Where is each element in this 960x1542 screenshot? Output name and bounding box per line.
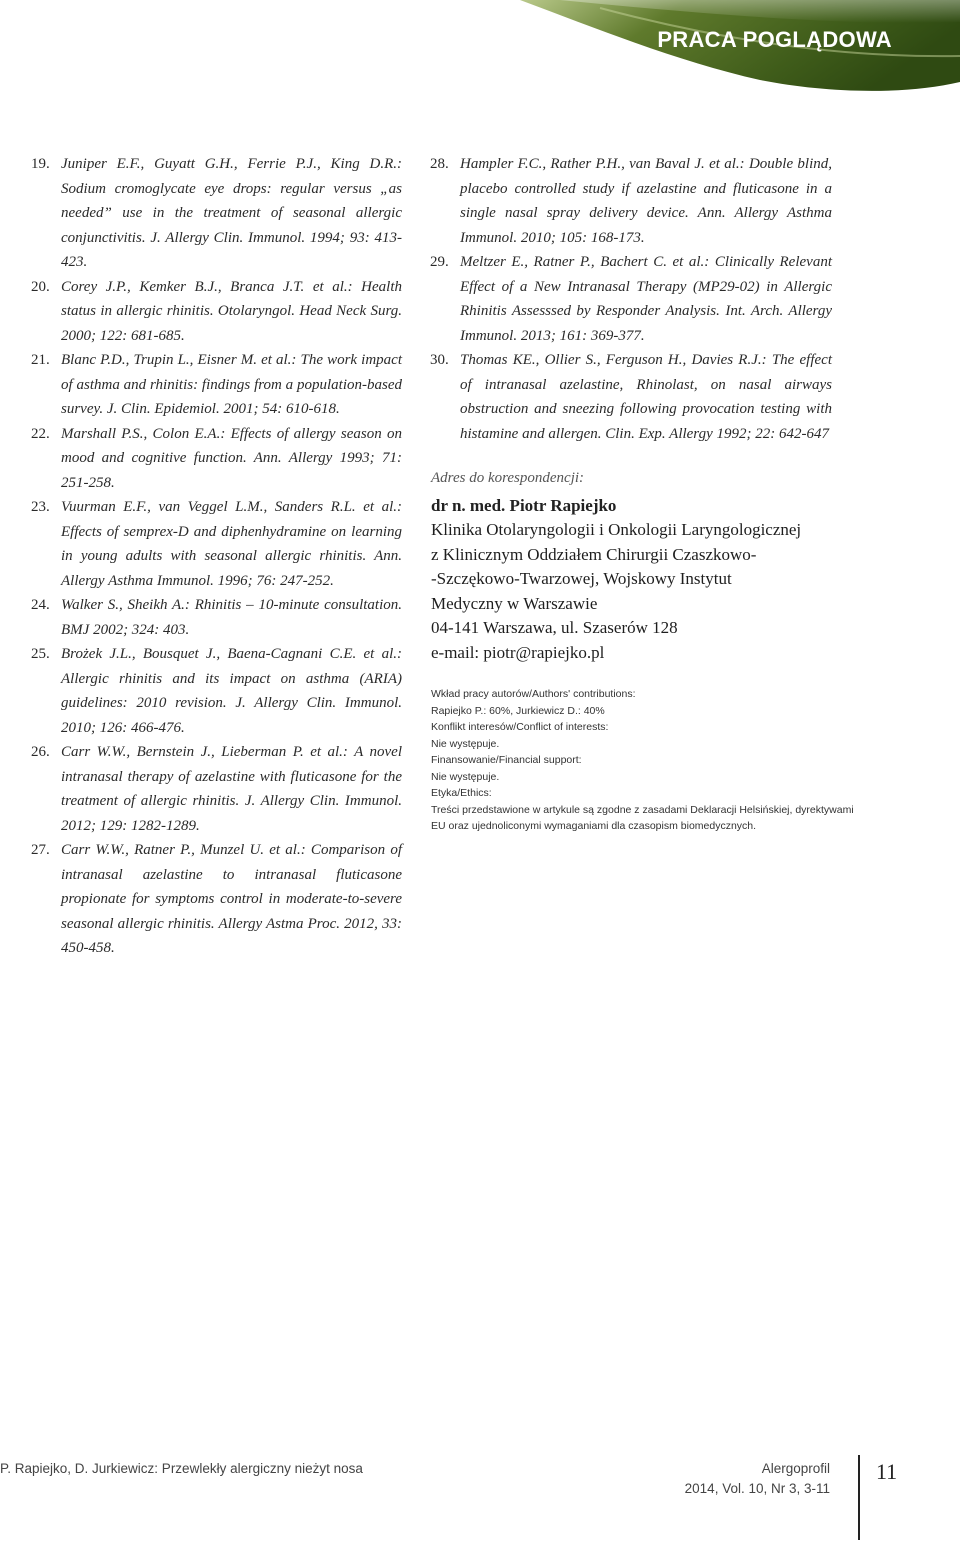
ethics-value: EU oraz ujednoliconymi wymaganiami dla czasopism biomedycznych. bbox=[431, 820, 757, 832]
correspondence-name: dr n. med. Piotr Rapiejko bbox=[431, 496, 617, 515]
reference-text: Thomas KE., Ollier S., Ferguson H., Davies R.J.: The effect of intranasal azelastine, Rhinolast, on nasal airways obstruction and sneezing following provocation testing with histamine and allergen. Clin. Exp. Allergy 1992; 22: 642-647 bbox=[460, 352, 832, 442]
reference-number: 19. bbox=[31, 156, 50, 172]
reference-number: 22. bbox=[31, 425, 50, 442]
conflict-heading: Konflikt interesów/Conflict of interests: bbox=[431, 721, 609, 733]
reference-text: Marshall P.S., Colon E.A.: Effects of allergy season on mood and cognitive function. Ann. Allergy 1993; 71: 251-258. bbox=[61, 425, 402, 491]
reference-number: 20. bbox=[31, 278, 50, 295]
section-banner bbox=[0, 0, 960, 120]
reference-item bbox=[31, 838, 402, 961]
section-title: PRACA POGLĄDOWA bbox=[657, 27, 892, 52]
reference-item bbox=[430, 152, 832, 250]
reference-text: Hampler F.C., Rather P.H., van Baval J. et al.: Double blind, placebo controlled study if azelastine and fluticasone in a single nasal spray delivery device. Ann. Allergy Asthma Immunol. 2010; 105: 168-173. bbox=[460, 156, 832, 246]
address-line: -Szczękowo-Twarzowej, Wojskowy Instytut bbox=[431, 569, 732, 588]
address-line: Klinika Otolaryngologii i Onkologii Laryngologicznej bbox=[431, 520, 802, 539]
reference-item bbox=[31, 275, 402, 349]
ethics-heading: Etyka/Ethics: bbox=[431, 787, 492, 799]
reference-number: 24. bbox=[31, 597, 50, 613]
ethics-value: Treści przedstawione w artykule są zgodne z zasadami Deklaracji Helsińskiej, dyrektywami bbox=[431, 803, 854, 816]
reference-text: Walker S., Sheikh A.: Rhinitis – 10-minute consultation. BMJ 2002; 324: 403. bbox=[61, 597, 402, 638]
reference-text: Carr W.W., Bernstein J., Lieberman P. et al.: A novel intranasal therapy of azelastine with fluticasone for the treatment of allergic rhinitis. J. Allergy Clin. Immunol. 2012; 129: 1282-1289. bbox=[61, 744, 402, 834]
journal-info bbox=[685, 1459, 830, 1499]
email-line: e-mail: piotr@rapiejko.pl bbox=[431, 642, 605, 662]
reference-number: 30. bbox=[430, 352, 449, 368]
reference-item bbox=[31, 740, 402, 838]
correspondence-label: Adres do korespondencji: bbox=[431, 470, 585, 486]
reference-text: Meltzer E., Ratner P., Bachert C. et al.: Clinically Relevant Effect of a New Intranasal Therapy (MP29-02) in Allergic Rhinitis Assesssed by Responder Analysis. Int. Arch. Allergy Immunol. 2013; 161: 369-377. bbox=[460, 254, 832, 344]
reference-item bbox=[31, 348, 402, 422]
references-left-column bbox=[31, 152, 402, 961]
reference-text: Vuurman E.F., van Veggel L.M., Sanders R.L. et al.: Effects of semprex-D and diphenhydramine on learning in young adults with seasonal allergic rhinitis. Ann. Allergy Asthma Immunol. 1996; 76: 247-252. bbox=[61, 499, 402, 589]
contributions-block bbox=[431, 686, 854, 835]
running-title: P. Rapiejko, D. Jurkiewicz: Przewlekły alergiczny nieżyt nosa bbox=[0, 1461, 363, 1476]
reference-text: Blanc P.D., Trupin L., Eisner M. et al.: The work impact of asthma and rhinitis: findings from a population-based survey. J. Clin. Epidemiol. 2001; 54: 610-618. bbox=[61, 352, 402, 417]
reference-number: 27. bbox=[31, 842, 50, 858]
reference-item bbox=[31, 593, 402, 642]
contributions-heading: Wkład pracy autorów/Authors' contributions: bbox=[431, 688, 636, 700]
address-line: Medyczny w Warszawie bbox=[431, 593, 598, 613]
reference-text: Corey J.P., Kemker B.J., Branca J.T. et al.: Health status in allergic rhinitis. Otolaryngol. Head Neck Surg. 2000; 122: 681-685. bbox=[61, 278, 402, 344]
reference-text: Juniper E.F., Guyatt G.H., Ferrie P.J., King D.R.: Sodium cromoglycate eye drops: regular versus „as needed” use in the treatment of seasonal allergic conjunctivitis. J. Allergy Clin. Immunol. 1994; 93: 413-423. bbox=[61, 156, 402, 270]
conflict-value: Nie występuje. bbox=[431, 737, 500, 750]
reference-item bbox=[31, 152, 402, 275]
reference-number: 26. bbox=[31, 744, 50, 760]
reference-number: 25. bbox=[31, 646, 50, 662]
reference-number: 29. bbox=[430, 254, 449, 270]
reference-number: 28. bbox=[430, 156, 449, 172]
reference-item bbox=[31, 642, 402, 740]
references-right-column bbox=[430, 152, 832, 446]
address-line: 04-141 Warszawa, ul. Szaserów 128 bbox=[431, 618, 678, 637]
contributions-value: Rapiejko P.: 60%, Jurkiewicz D.: 40% bbox=[431, 704, 605, 717]
funding-value: Nie występuje. bbox=[431, 770, 500, 783]
leaf-banner-graphic bbox=[0, 0, 960, 120]
reference-number: 21. bbox=[31, 352, 50, 368]
journal-name: Alergoprofil bbox=[761, 1461, 830, 1476]
reference-item bbox=[430, 348, 832, 446]
reference-item bbox=[31, 422, 402, 496]
reference-item bbox=[430, 250, 832, 348]
address-line: z Klinicznym Oddziałem Chirurgii Czaszkowo- bbox=[431, 544, 757, 564]
funding-heading: Finansowanie/Financial support: bbox=[431, 754, 582, 766]
reference-item bbox=[31, 495, 402, 593]
journal-issue: 2014, Vol. 10, Nr 3, 3-11 bbox=[684, 1481, 830, 1496]
reference-number: 23. bbox=[31, 499, 50, 515]
footer-divider bbox=[858, 1455, 860, 1540]
correspondence-block bbox=[431, 470, 851, 665]
reference-text: Brożek J.L., Bousquet J., Baena-Cagnani C.E. et al.: Allergic rhinitis and its impact on asthma (ARIA) guidelines: 2010 revision. J. Allergy Clin. Immunol. 2010; 126: 466-476. bbox=[61, 646, 402, 736]
reference-text: Carr W.W., Ratner P., Munzel U. et al.: Comparison of intranasal azelastine to intranasal fluticasone propionate for symptoms control in moderate-to-severe seasonal allergic rhinitis. Allergy Astma Proc. 2012, 33: 450-458. bbox=[61, 842, 402, 956]
page-number: 11 bbox=[876, 1459, 898, 1484]
